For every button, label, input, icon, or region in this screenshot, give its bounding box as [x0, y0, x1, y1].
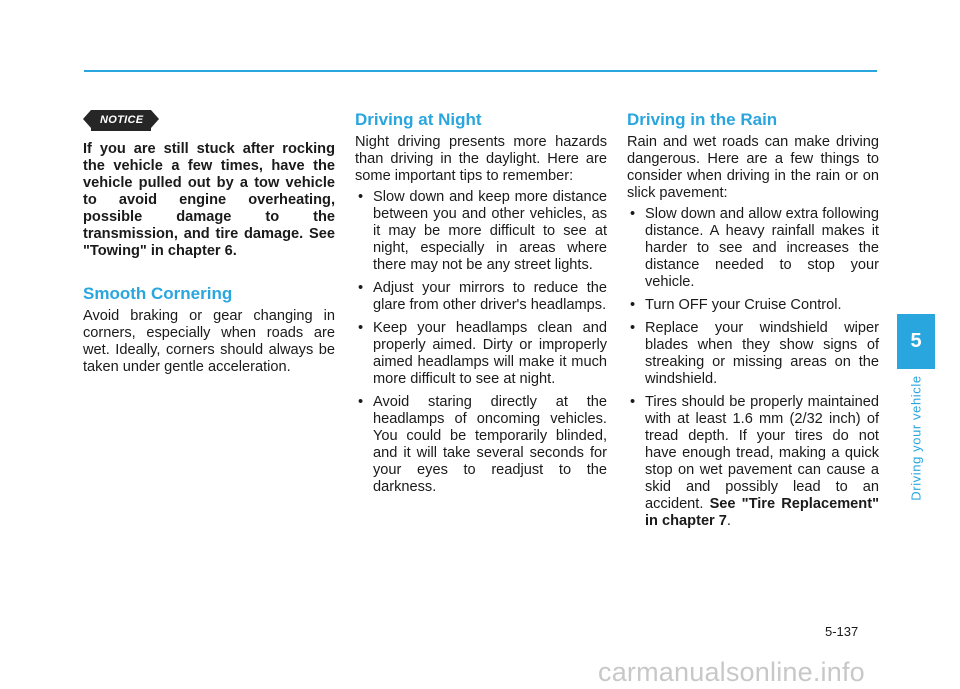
- list-item: • Slow down and keep more distance between you and other vehicles, as it may be more difficult to see at night, especially in areas where there may not be any street lights.: [355, 189, 607, 274]
- list-item: • Slow down and allow extra following distance. A heavy rainfall makes it harder to see and increases the distance needed to stop your vehicle.: [627, 206, 879, 291]
- list-item: • Avoid staring directly at the headlamps of oncoming vehicles. You could be temporarily blinded, and it will take several seconds for your eyes to readjust to the darkness.: [355, 394, 607, 496]
- heading-smooth-cornering: Smooth Cornering: [83, 284, 233, 303]
- column-middle: [355, 110, 607, 502]
- list-item: • Keep your headlamps clean and properly aimed. Dirty or improperly aimed headlamps will make it much more difficult to see at night.: [355, 320, 607, 388]
- rain-tips-list: [627, 206, 879, 530]
- notice-text: If you are still stuck after rocking the vehicle a few times, have the vehicle pulled out by a tow vehicle to avoid engine overheating, possible damage to the transmission, and tire damage. See "Towing" in chapter 6.: [83, 141, 335, 259]
- notice-badge: NOTICE: [91, 110, 151, 131]
- column-left: [83, 110, 335, 380]
- list-item-tires: [627, 394, 879, 530]
- night-intro: Night driving presents more hazards than driving in the daylight. Here are some important tips to remember:: [355, 134, 607, 184]
- header-rule: [84, 70, 877, 72]
- page-number: 5-137: [825, 624, 859, 639]
- list-item: • Turn OFF your Cruise Control.: [627, 297, 879, 314]
- tire-replacement-reference: See "Tire Replacement" in chapter 7: [645, 496, 879, 529]
- list-item: • Adjust your mirrors to reduce the glare from other driver's headlamps.: [355, 280, 607, 314]
- tires-end: .: [726, 513, 731, 529]
- chapter-number: 5: [910, 330, 922, 352]
- heading-driving-at-night: Driving at Night: [355, 110, 482, 129]
- cornering-text: Avoid braking or gear changing in corners, especially when roads are wet. Ideally, corners should always be taken under gentle acceleration.: [83, 308, 335, 375]
- watermark: carmanualsonline.info: [598, 657, 865, 687]
- list-item: • Replace your windshield wiper blades when they show signs of streaking or missing areas on the windshield.: [627, 320, 879, 388]
- chapter-tab: [897, 314, 935, 369]
- rain-intro: Rain and wet roads can make driving dangerous. Here are a few things to consider when driving in the rain or on slick pavement:: [627, 134, 879, 201]
- tires-text: Tires should be properly maintained with at least 1.6 mm (2/32 inch) of tread depth. If your tires do not have enough tread, making a quick stop on wet pavement can cause a skid and possibly lead to an accident.: [645, 394, 879, 512]
- column-right: [627, 110, 879, 536]
- night-tips-list: [355, 189, 607, 496]
- heading-driving-in-rain: Driving in the Rain: [627, 110, 778, 129]
- chapter-label: Driving your vehicle: [908, 375, 924, 501]
